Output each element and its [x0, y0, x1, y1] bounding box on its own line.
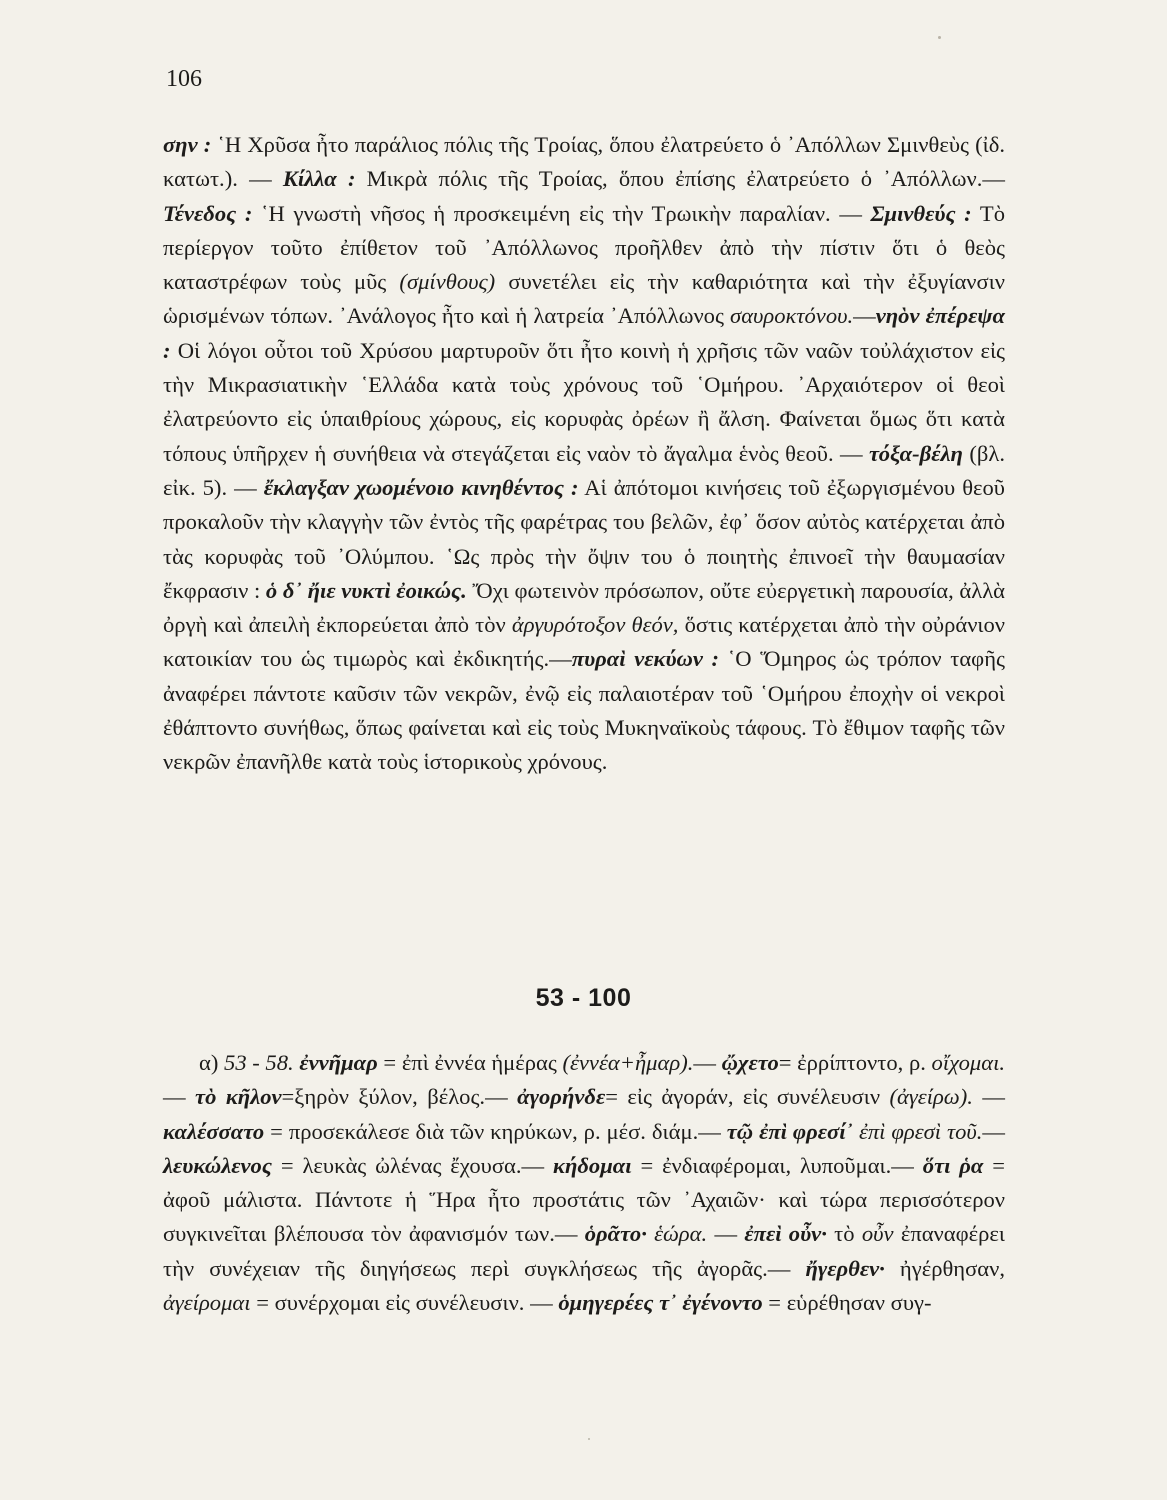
gloss: = εἰς ἀγοράν, εἰς συνέλευσιν: [605, 1084, 890, 1110]
gloss: —: [163, 1084, 196, 1110]
lemma: σην :: [163, 132, 212, 157]
italic-term: ἑώρα.: [654, 1221, 708, 1247]
lemma: Κίλλα :: [282, 166, 356, 192]
gloss: ῾Η γνωστὴ νῆσος ἡ προσκειμένη εἰς τὴν Τρωικὴν παραλίαν. —: [252, 200, 871, 226]
lemma: τὸ κῆλον: [195, 1084, 282, 1110]
gloss: = ἐνδιαφέρομαι, λυποῦμαι.—: [631, 1152, 923, 1178]
lemma: ὁρᾶτο·: [584, 1221, 647, 1247]
page-number: 106: [166, 66, 202, 92]
gloss: Μικρὰ πόλις τῆς Τροίας, ὅπου ἐπίσης ἐλατρεύετο ὁ ᾿Απόλλων.—: [355, 166, 1005, 192]
lemma: καλέσσατο: [163, 1118, 265, 1144]
section-heading: 53 - 100: [535, 984, 632, 1012]
gloss: ῾Ο Ὅμηρος ὡς τρόπον ταφῆς ἀναφέρει πάντοτε καῦσιν τῶν νεκρῶν, ἐνῷ εἰς παλαιοτέραν τοῦ ῾Ομήρου ἐποχὴν οἱ νεκροὶ ἐθάπτοντο συνήθως, ὅπως φαίνεται καὶ εἰς τοὺς Μυκηναϊκοὺς τάφους. Τὸ ἔθιμον ταφῆς τῶν νεκρῶν ἐπανῆλθε κατὰ τοὺς ἱστορικοὺς χρόνους.: [163, 646, 1005, 775]
lemma: τῷ ἐπὶ φρεσί᾿: [726, 1118, 853, 1144]
gloss: ὅστις κατέρχεται ἀπὸ τὴν οὐράνιον κατοικίαν του ὡς τιμωρὸς καὶ ἐκδικητής.—: [163, 612, 1005, 672]
gloss: = εὑρέθησαν συγ-: [762, 1290, 932, 1316]
gloss: —: [853, 303, 876, 329]
gloss: α): [199, 1050, 225, 1075]
italic-term: (ἐννέα+ἦμαρ).: [562, 1050, 694, 1075]
italic-term: (ἀγείρω).: [889, 1084, 973, 1110]
paper-speck: [588, 1438, 590, 1440]
verse-range: 53 - 58.: [224, 1050, 294, 1075]
italic-term: ἐπὶ φρεσὶ τοῦ.: [858, 1118, 983, 1144]
lemma: κήδομαι: [552, 1152, 632, 1178]
lemma: λευκώλενος: [163, 1152, 272, 1178]
lemma: ἐννῆμαρ: [299, 1050, 378, 1075]
lemma: ἤγερθεν·: [805, 1255, 885, 1281]
lemma: ᾤχετο: [721, 1050, 779, 1075]
gloss: = λευκὰς ὠλένας ἔχουσα.—: [271, 1152, 553, 1178]
paper-speck: [938, 36, 941, 39]
gloss: Αἱ ἀπότομοι κινήσεις τοῦ ἐξωργισμένου θεοῦ προκαλοῦν τὴν κλαγγὴν τῶν ἐντὸς τῆς φαρέτρας του βελῶν, ἐφ᾿ ὅσον αὐτὸς κατέρχεται ἀπὸ τὰς κορυφὰς τοῦ ᾿Ολύμπου. ῾Ως πρὸς τὴν ὄψιν του ὁ ποιητὴς ἐπινοεῖ τὴν θαυμασίαν ἔκφρασιν :: [163, 474, 1005, 603]
gloss: = ἐρρίπτοντο, ρ.: [778, 1050, 932, 1075]
gloss: —: [982, 1118, 1005, 1144]
commentary-paragraph: [163, 128, 1005, 780]
section-a-block: [163, 1046, 1005, 1320]
gloss: = ἐπὶ ἐννέα ἡμέρας: [377, 1050, 563, 1075]
gloss: =ξηρὸν ξύλον, βέλος.—: [281, 1084, 518, 1110]
italic-term: σαυροκτόνου.: [730, 303, 854, 329]
gloss: Ὄχι φωτεινὸν πρόσωπον, οὔτε εὐεργετικὴ παρουσία, ἀλλὰ ὀργὴ καὶ ἀπειλὴ ἐκπορεύεται ἀπὸ τὸν: [163, 577, 1005, 638]
gloss: = προσεκάλεσε διὰ τῶν κηρύκων, ρ. μέσ. διάμ.—: [264, 1118, 727, 1144]
gloss: —: [693, 1050, 722, 1075]
gloss: Οἱ λόγοι οὗτοι τοῦ Χρύσου μαρτυροῦν ὅτι ἦτο κοινὴ ἡ χρῆσις τῶν ναῶν τοὐλάχιστον εἰς τὴν Μικρασιατικὴν ῾Ελλάδα κατὰ τοὺς χρόνους τοῦ ῾Ομήρου. ᾿Αρχαιότερον οἱ θεοὶ ἐλατρεύοντο εἰς ὑπαιθρίους χώρους, εἰς κορυφὰς ὀρέων ἢ ἄλση. Φαίνεται ὅμως ὅτι κατὰ τόπους ὑπῆρχεν ἡ συνήθεια νὰ στεγάζεται εἰς ναὸν τὸ ἄγαλμα ἑνὸς θεοῦ. —: [163, 337, 1005, 466]
gloss: (βλ. εἰκ. 5). —: [163, 440, 1005, 500]
lemma: ἔκλαγξαν χωομένοιο κινηθέντος :: [263, 474, 579, 500]
gloss: συνετέλει εἰς τὴν καθαριότητα καὶ τὴν ἐξυγίανσιν ὡρισμένων τόπων. ᾿Ανάλογος ἦτο καὶ ἡ λατρεία ᾿Απόλλωνος: [163, 269, 1005, 329]
italic-term: ἀργυρότοξον θεόν,: [511, 612, 679, 638]
gloss: τὸ: [826, 1221, 862, 1247]
section-a-paragraph: [163, 1046, 1005, 1320]
lemma: νηὸν ἐπέρεψα :: [163, 303, 1005, 363]
lemma: Σμινθεύς :: [870, 200, 972, 226]
gloss: = συνέρχομαι εἰς συνέλευσιν. —: [250, 1290, 559, 1316]
gloss: ἐπαναφέρει τὴν συνέχειαν τῆς διηγήσεως περὶ συγκλήσεως τῆς ἀγορᾶς.—: [163, 1221, 1005, 1281]
lemma: πυραὶ νεκύων :: [571, 646, 720, 672]
gloss: = ἀφοῦ μάλιστα. Πάντοτε ἡ Ἥρα ἦτο προστάτις τῶν ᾿Αχαιῶν· καὶ τώρα περισσότερον συγκινεῖται βλέπουσα τὸν ἀφανισμόν των.—: [163, 1152, 1006, 1247]
lemma: ἐπεὶ οὖν·: [744, 1221, 827, 1247]
lemma: ἀγορήνδε: [517, 1084, 606, 1110]
lemma: ὁμηγερέες τ᾿ ἐγένοντο: [558, 1290, 763, 1316]
gloss: Τὸ περίεργον τοῦτο ἐπίθετον τοῦ ᾿Απόλλωνος προῆλθεν ἀπὸ τὴν πίστιν ὅτι ὁ θεὸς καταστρέφων τοὺς μῦς: [163, 200, 1005, 295]
lemma: Τένεδος :: [163, 200, 253, 226]
commentary-block: [163, 128, 1005, 780]
gloss: —: [707, 1221, 745, 1247]
italic-term: ἀγείρομαι: [163, 1290, 251, 1316]
gloss: ῾Η Χρῦσα ἦτο παράλιος πόλις τῆς Τροίας, ὅπου ἐλατρεύετο ὁ ᾿Απόλλων Σμινθεὺς (ἰδ. κατωτ.). —: [163, 132, 1005, 192]
gloss: —: [972, 1084, 1005, 1110]
lemma: τόξα-βέλη: [869, 440, 963, 466]
gloss: ἠγέρθησαν,: [884, 1255, 1006, 1281]
italic-term: (σμίνθους): [399, 269, 496, 295]
italic-term: οὖν: [861, 1221, 894, 1247]
lemma: ὁ δ᾿ ἤιε νυκτὶ ἐοικώς.: [265, 577, 467, 603]
lemma: ὅτι ῥα: [922, 1152, 984, 1178]
italic-term: οἴχομαι.: [931, 1050, 1005, 1075]
